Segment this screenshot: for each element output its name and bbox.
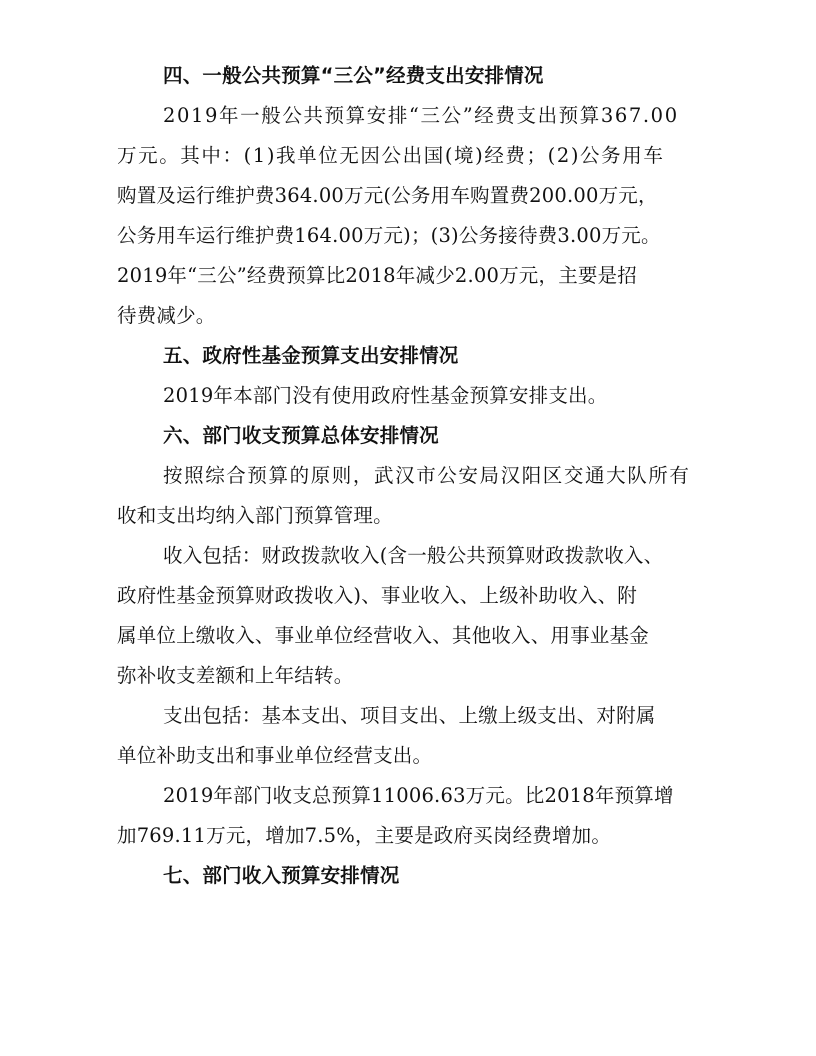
- section-6-paragraph-line: 收入包括：财政拨款收入(含一般公共预算财政拨款收入、: [163, 544, 664, 567]
- section-6-paragraph-line: 支出包括：基本支出、项目支出、上缴上级支出、对附属: [163, 704, 656, 727]
- section-6-paragraph-line: 单位补助支出和事业单位经营支出。: [117, 744, 433, 767]
- section-4-line: 公务用车运行维护费164.00万元)；(3)公务接待费3.00万元。: [117, 224, 661, 247]
- section-6-paragraph-line: 加769.11万元，增加7.5%，主要是政府买岗经费增加。: [117, 824, 612, 847]
- section-6-paragraph-line: 属单位上缴收入、事业单位经营收入、其他收入、用事业基金: [117, 624, 649, 647]
- section-4-heading: 四、一般公共预算“三公”经费支出安排情况: [163, 64, 544, 87]
- section-6-paragraph-line: 2019年部门收支总预算11006.63万元。比2018年预算增: [163, 784, 674, 807]
- section-6-paragraph-line: 收和支出均纳入部门预算管理。: [117, 504, 393, 527]
- section-6-heading: 六、部门收支预算总体安排情况: [163, 424, 439, 447]
- section-4-line: 待费减少。: [117, 304, 216, 327]
- section-7-heading: 七、部门收入预算安排情况: [163, 864, 400, 887]
- section-4-line: 万元。其中：(1)我单位无因公出国(境)经费；(2)公务用车: [117, 144, 665, 167]
- section-4-line: 2019年一般公共预算安排“三公”经费支出预算367.00: [163, 104, 679, 127]
- section-4-line: 购置及运行维护费364.00万元(公务用车购置费200.00万元，: [117, 184, 658, 207]
- section-4-line: 2019年“三公”经费预算比2018年减少2.00万元，主要是招: [117, 264, 638, 287]
- section-6-paragraph-line: 政府性基金预算财政拨收入)、事业收入、上级补助收入、附: [117, 584, 638, 607]
- section-6-paragraph-line: 弥补收支差额和上年结转。: [117, 664, 354, 687]
- section-6-paragraph-line: 按照综合预算的原则，武汉市公安局汉阳区交通大队所有: [163, 464, 691, 487]
- section-5-heading: 五、政府性基金预算支出安排情况: [163, 344, 459, 367]
- section-5-line: 2019年本部门没有使用政府性基金预算安排支出。: [163, 384, 608, 407]
